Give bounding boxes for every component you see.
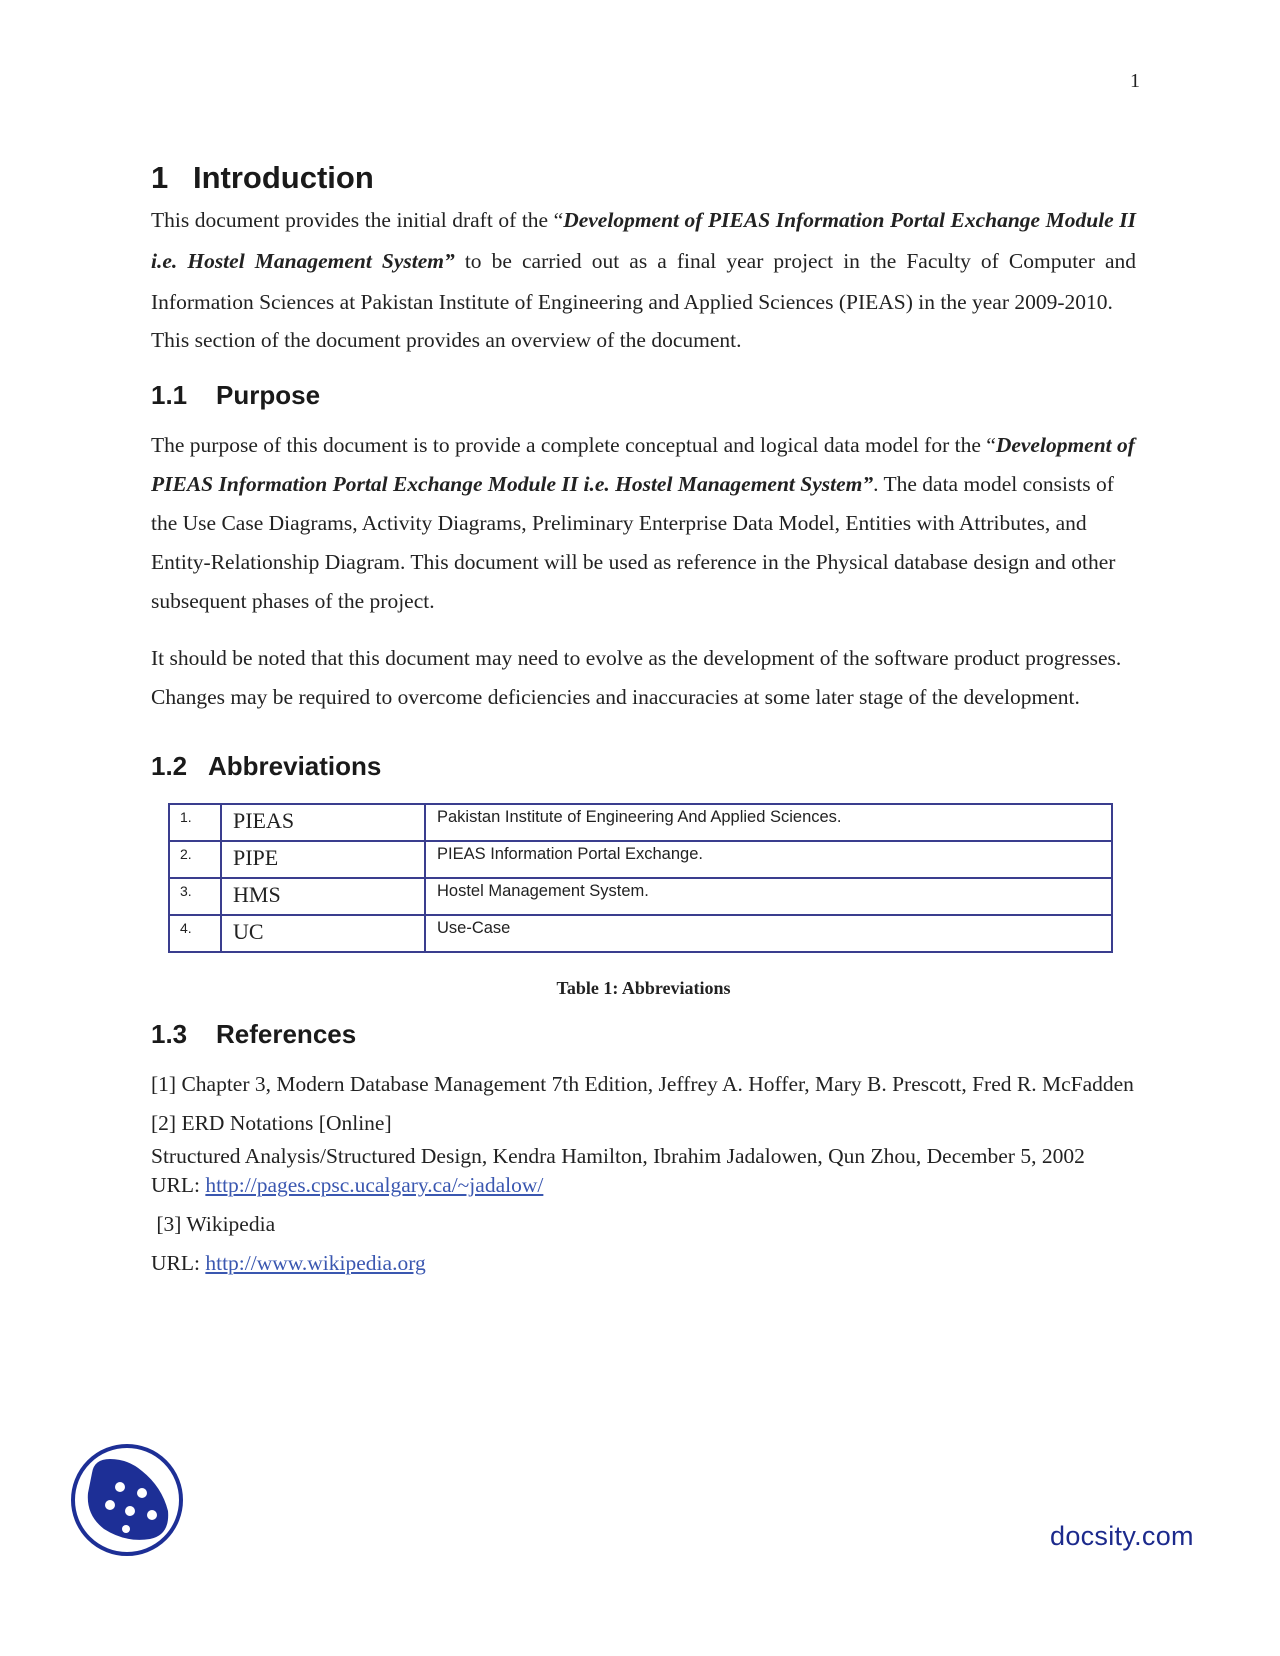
reference-3-title: [3] Wikipedia: [151, 1212, 276, 1236]
section-number: 1.1: [151, 380, 188, 410]
reference-1: [1] Chapter 3, Modern Database Management 7th Edition, Jeffrey A. Hoffer, Mary B. Prescott, Fred R. McFadden: [151, 1072, 1134, 1096]
table-row: [169, 878, 1112, 915]
reference-2-link[interactable]: http://pages.cpsc.ucalgary.ca/~jadalow/: [205, 1173, 544, 1197]
section-title: Abbreviations: [208, 751, 382, 781]
reference-2-url-line: [151, 1172, 1136, 1199]
section-title: Purpose: [216, 380, 321, 410]
document-body: [151, 158, 1136, 1283]
section-number: 1: [151, 160, 169, 195]
url-label: URL:: [151, 1251, 206, 1275]
section-heading-abbreviations: [151, 749, 1136, 783]
abbreviation-meaning: Pakistan Institute of Engineering And Applied Sciences.: [425, 804, 1112, 841]
row-index: 4.: [169, 915, 221, 952]
purpose-paragraph-2: It should be noted that this document may need to evolve as the development of the software product progresses. Changes may be required to overcome deficiencies and inaccuracies at some later stage of the development.: [151, 646, 1122, 709]
section-heading-purpose: [151, 378, 1136, 412]
docsity-brand-link[interactable]: docsity.com: [1050, 1521, 1194, 1551]
abbreviation-meaning: Hostel Management System.: [425, 878, 1112, 915]
reference-2-detail: Structured Analysis/Structured Design, Kendra Hamilton, Ibrahim Jadalowen, Qun Zhou, December 5, 2002: [151, 1144, 1085, 1168]
section-title: Introduction: [193, 160, 374, 195]
abbreviation: UC: [221, 915, 425, 952]
reference-3-url-line: [151, 1244, 1136, 1283]
section-heading-references: [151, 1017, 1136, 1051]
section-number: 1.2: [151, 751, 188, 781]
row-index: 1.: [169, 804, 221, 841]
table-row: [169, 915, 1112, 952]
reference-3-link[interactable]: http://www.wikipedia.org: [205, 1251, 426, 1275]
intro-paragraph-1: This document provides the initial draft of the “Development of PIEAS Information Portal Exchange Module II i.e. Hostel Management System” to be carried out as a final year project in the Faculty of Computer and Information Sciences at Pakistan Institute of Engineering and Applied Sciences (PIEAS) in the year 2009-2010.: [151, 208, 1136, 314]
table-row: [169, 841, 1112, 878]
project-title-emphasis: Development of PIEAS Information Portal Exchange Module II i.e. Hostel Management System”: [151, 208, 1136, 273]
table-row: [169, 804, 1112, 841]
page-number: 1: [1130, 70, 1140, 92]
row-index: 2.: [169, 841, 221, 878]
reference-2-title: [2] ERD Notations [Online]: [151, 1111, 392, 1135]
abbreviations-table: [168, 803, 1113, 953]
abbreviation: PIEAS: [221, 804, 425, 841]
section-heading-introduction: [151, 158, 1136, 198]
abbreviation-meaning: Use-Case: [425, 915, 1112, 952]
abbreviation-meaning: PIEAS Information Portal Exchange.: [425, 841, 1112, 878]
references-list: [151, 1065, 1136, 1283]
abbreviation: PIPE: [221, 841, 425, 878]
abbreviation: HMS: [221, 878, 425, 915]
project-title-emphasis: Development of PIEAS Information Portal Exchange Module II i.e. Hostel Management System”: [151, 433, 1135, 496]
section-number: 1.3: [151, 1019, 188, 1049]
table-caption: Table 1: Abbreviations: [556, 978, 731, 998]
row-index: 3.: [169, 878, 221, 915]
url-label: URL:: [151, 1173, 206, 1197]
docsity-logo-icon[interactable]: [70, 1443, 184, 1557]
intro-paragraph-2: This section of the document provides an overview of the document.: [151, 328, 742, 352]
purpose-paragraph-1: The purpose of this document is to provide a complete conceptual and logical data model for the “Development of PIEAS Information Portal Exchange Module II i.e. Hostel Management System”. The data model consists of the Use Case Diagrams, Activity Diagrams, Preliminary Enterprise Data Model, Entities with Attributes, and Entity-Relationship Diagram. This document will be used as reference in the Physical database design and other subsequent phases of the project.: [151, 433, 1135, 613]
section-title: References: [216, 1019, 357, 1049]
